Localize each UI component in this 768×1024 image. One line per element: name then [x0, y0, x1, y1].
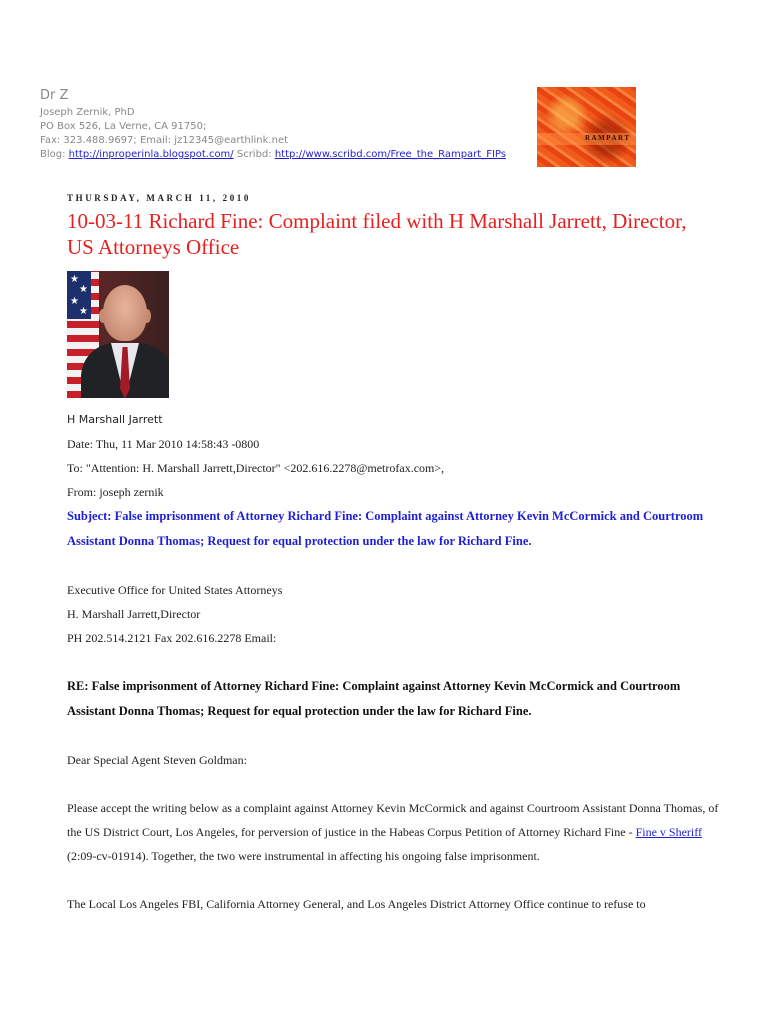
email-subject-text: Subject: False imprisonment of Attorney Richard Fine: Complaint against Attorney Kevin McCormick and Courtroom Assistant Donna Thomas; Request for equal protection under the law for Richard Fine — [67, 509, 704, 548]
spacer — [67, 724, 727, 748]
star-icon: ★ — [79, 284, 88, 295]
spacer — [67, 772, 727, 796]
scribd-label: Scribd: — [233, 149, 275, 160]
contact-fax-email: Fax: 323.488.9697; Email: jz12345@earthlink.net — [40, 135, 289, 146]
paragraph-2: The Local Los Angeles FBI, California Attorney General, and Los Angeles District Attorney Office continue to refuse to — [67, 897, 646, 911]
email-date: Date: Thu, 11 Mar 2010 14:58:43 -0800 — [67, 437, 260, 451]
star-icon: ★ — [70, 296, 79, 307]
email-subject — [67, 504, 727, 554]
portrait-head — [103, 285, 147, 341]
blog-label: Blog: — [40, 149, 69, 160]
email-to: To: "Attention: H. Marshall Jarrett,Director" <202.616.2278@metrofax.com>, — [67, 461, 445, 475]
rampart-logo[interactable] — [537, 87, 636, 167]
star-icon: ★ — [70, 274, 79, 285]
paragraph-1-text-b: (2:09-cv-01914). Together, the two were instrumental in affecting his ongoing false imprisonment. — [67, 849, 540, 863]
post-title[interactable]: 10-03-11 Richard Fine: Complaint filed with H Marshall Jarrett, Director, US Attorneys Office — [67, 209, 687, 259]
flag-canton — [67, 271, 91, 319]
recipient-phone: PH 202.514.2121 Fax 202.616.2278 Email: — [67, 631, 277, 645]
re-line: RE: False imprisonment of Attorney Richard Fine: Complaint against Attorney Kevin McCormick and Courtroom Assistant Donna Thomas; Request for equal protection under the law for Richard Fine. — [67, 679, 681, 718]
case-link[interactable]: Fine v Sheriff — [635, 825, 703, 839]
spacer — [67, 868, 727, 892]
site-name[interactable]: Dr Z — [40, 88, 69, 103]
spacer — [67, 650, 727, 674]
spacer — [67, 554, 727, 578]
email-subject-end: . — [528, 534, 532, 548]
salutation: Dear Special Agent Steven Goldman: — [67, 753, 247, 767]
photo-caption: H Marshall Jarrett — [67, 413, 163, 426]
scribd-link[interactable]: http://www.scribd.com/Free_the_Rampart_FIPs — [274, 149, 506, 160]
post-date: THURSDAY, MARCH 11, 2010 — [67, 193, 252, 203]
paragraph-1 — [67, 796, 727, 868]
recipient-office: Executive Office for United States Attorneys — [67, 583, 283, 597]
post-body — [67, 408, 727, 916]
star-icon: ★ — [79, 306, 88, 317]
portrait-photo — [67, 271, 169, 398]
paragraph-1-text-a: Please accept the writing below as a complaint against Attorney Kevin McCormick and against Courtroom Assistant Donna Thomas, of the US District Court, Los Angeles, for perversion of justice in the Habeas Corpus Petition of Attorney Richard Fine - — [67, 801, 719, 839]
recipient-name: H. Marshall Jarrett,Director — [67, 607, 201, 621]
email-from: From: joseph zernik — [67, 485, 164, 499]
blog-header — [40, 88, 506, 162]
contact-address: PO Box 526, La Verne, CA 91750; — [40, 121, 207, 132]
blog-link[interactable]: http://inproperinla.blogspot.com/ — [68, 149, 234, 160]
contact-links — [40, 148, 506, 162]
logo-text: RAMPART — [585, 134, 631, 142]
contact-name: Joseph Zernik, PhD — [40, 107, 135, 118]
